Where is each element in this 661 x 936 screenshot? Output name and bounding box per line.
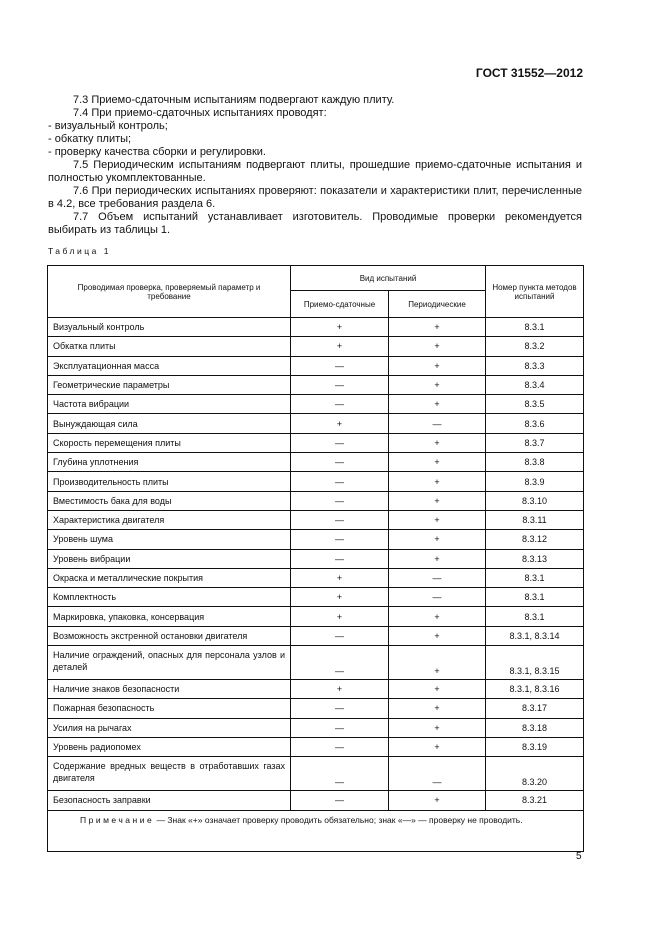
header-check: Проводимая проверка, проверяемый параметр и требование — [48, 266, 291, 318]
cell-check: Эксплуатационная масса — [48, 356, 291, 375]
cell-method: 8.3.19 — [486, 737, 584, 756]
table-row — [48, 472, 584, 491]
cell-periodic: + — [389, 395, 486, 414]
cell-acceptance: — — [291, 510, 389, 529]
table-row — [48, 356, 584, 375]
cell-acceptance: — — [291, 699, 389, 718]
cell-acceptance: + — [291, 337, 389, 356]
cell-method: 8.3.1, 8.3.16 — [486, 680, 584, 699]
cell-periodic: + — [389, 646, 486, 680]
cell-acceptance: — — [291, 472, 389, 491]
cell-acceptance: — — [291, 549, 389, 568]
cell-acceptance: + — [291, 680, 389, 699]
cell-method: 8.3.9 — [486, 472, 584, 491]
cell-method: 8.3.12 — [486, 530, 584, 549]
paragraph: 7.5 Периодическим испытаниям подвергают плиты, прошедшие приемо-сдаточные испытания и полностью укомплектованные. — [48, 159, 582, 184]
cell-acceptance: — — [291, 453, 389, 472]
cell-method: 8.3.18 — [486, 718, 584, 737]
cell-check: Возможность экстренной остановки двигателя — [48, 626, 291, 645]
page-number: 5 — [576, 851, 582, 862]
document-id: ГОСТ 31552—2012 — [475, 66, 583, 80]
paragraph: - проверку качества сборки и регулировки. — [48, 146, 266, 158]
cell-method: 8.3.4 — [486, 375, 584, 394]
cell-method: 8.3.11 — [486, 510, 584, 529]
table-row — [48, 646, 584, 680]
cell-method: 8.3.1 — [486, 588, 584, 607]
cell-check: Комплектность — [48, 588, 291, 607]
cell-periodic: + — [389, 530, 486, 549]
table-row — [48, 395, 584, 414]
cell-periodic: + — [389, 607, 486, 626]
cell-method: 8.3.1 — [486, 568, 584, 587]
table-caption: Таблица 1 — [48, 246, 111, 256]
note-label: Примечание — [80, 814, 155, 825]
table-row — [48, 375, 584, 394]
cell-acceptance: — — [291, 491, 389, 510]
cell-periodic: + — [389, 737, 486, 756]
cell-acceptance: + — [291, 607, 389, 626]
cell-acceptance: + — [291, 568, 389, 587]
cell-acceptance: — — [291, 626, 389, 645]
table-note — [48, 810, 584, 851]
cell-check: Вместимость бака для воды — [48, 491, 291, 510]
cell-periodic: — — [389, 757, 486, 791]
cell-periodic: + — [389, 337, 486, 356]
tests-table — [47, 265, 584, 852]
cell-method: 8.3.13 — [486, 549, 584, 568]
cell-check: Маркировка, упаковка, консервация — [48, 607, 291, 626]
cell-periodic: — — [389, 568, 486, 587]
cell-acceptance: — — [291, 737, 389, 756]
cell-method: 8.3.17 — [486, 699, 584, 718]
paragraph: 7.7 Объем испытаний устанавливает изготовитель. Проводимые проверки рекомендуется выбирать из таблицы 1. — [48, 211, 582, 236]
paragraph: 7.4 При приемо-сдаточных испытаниях проводят: — [73, 107, 327, 119]
cell-acceptance: + — [291, 318, 389, 337]
cell-acceptance: — — [291, 375, 389, 394]
header-acceptance: Приемо-сдаточные — [291, 291, 389, 318]
paragraph: - обкатку плиты; — [48, 133, 132, 145]
cell-check: Уровень шума — [48, 530, 291, 549]
table-row — [48, 718, 584, 737]
cell-check: Наличие знаков безопасности — [48, 680, 291, 699]
cell-acceptance: — — [291, 791, 389, 810]
cell-acceptance: — — [291, 356, 389, 375]
table-row — [48, 791, 584, 810]
table-row — [48, 491, 584, 510]
cell-acceptance: — — [291, 530, 389, 549]
table-row — [48, 453, 584, 472]
cell-periodic: + — [389, 791, 486, 810]
cell-check: Частота вибрации — [48, 395, 291, 414]
cell-periodic: + — [389, 718, 486, 737]
cell-check: Производительность плиты — [48, 472, 291, 491]
cell-method: 8.3.1 — [486, 607, 584, 626]
table-row — [48, 588, 584, 607]
table-row — [48, 433, 584, 452]
table-row — [48, 549, 584, 568]
table-row — [48, 699, 584, 718]
cell-check: Окраска и металлические покрытия — [48, 568, 291, 587]
cell-periodic: + — [389, 318, 486, 337]
cell-periodic: — — [389, 414, 486, 433]
cell-acceptance: — — [291, 718, 389, 737]
cell-check: Вынуждающая сила — [48, 414, 291, 433]
cell-check: Пожарная безопасность — [48, 699, 291, 718]
cell-method: 8.3.2 — [486, 337, 584, 356]
table-row — [48, 530, 584, 549]
cell-method: 8.3.3 — [486, 356, 584, 375]
table-row — [48, 318, 584, 337]
header-periodic: Периодические — [389, 291, 486, 318]
table-row — [48, 737, 584, 756]
cell-check: Наличие ограждений, опасных для персонала узлов и деталей — [48, 646, 291, 680]
cell-method: 8.3.20 — [486, 757, 584, 791]
cell-method: 8.3.1, 8.3.14 — [486, 626, 584, 645]
cell-check: Обкатка плиты — [48, 337, 291, 356]
cell-method: 8.3.1 — [486, 318, 584, 337]
cell-check: Глубина уплотнения — [48, 453, 291, 472]
cell-check: Уровень вибрации — [48, 549, 291, 568]
table-row — [48, 568, 584, 587]
header-test-type: Вид испытаний — [291, 266, 486, 291]
cell-method: 8.3.1, 8.3.15 — [486, 646, 584, 680]
cell-periodic: + — [389, 626, 486, 645]
table-row — [48, 607, 584, 626]
header-method: Номер пункта методов испытаний — [486, 266, 584, 318]
cell-check: Скорость перемещения плиты — [48, 433, 291, 452]
cell-check: Безопасность заправки — [48, 791, 291, 810]
table-row — [48, 680, 584, 699]
note-text: — Знак «+» означает проверку проводить обязательно; знак «—» — проверку не проводить. — [154, 814, 523, 825]
table-row — [48, 757, 584, 791]
paragraph: 7.6 При периодических испытаниях проверяют: показатели и характеристики плит, перечисленные в 4.2, все требования раздела 6. — [48, 185, 582, 210]
cell-acceptance: — — [291, 757, 389, 791]
table-row — [48, 337, 584, 356]
cell-acceptance: — — [291, 395, 389, 414]
cell-acceptance: — — [291, 433, 389, 452]
table-row — [48, 626, 584, 645]
paragraph: - визуальный контроль; — [48, 120, 168, 132]
cell-periodic: + — [389, 356, 486, 375]
cell-periodic: + — [389, 699, 486, 718]
cell-check: Усилия на рычагах — [48, 718, 291, 737]
cell-acceptance: — — [291, 646, 389, 680]
cell-acceptance: + — [291, 588, 389, 607]
cell-periodic: + — [389, 680, 486, 699]
cell-periodic: + — [389, 510, 486, 529]
cell-check: Характеристика двигателя — [48, 510, 291, 529]
cell-method: 8.3.7 — [486, 433, 584, 452]
body-text — [48, 94, 582, 237]
cell-periodic: + — [389, 453, 486, 472]
cell-method: 8.3.6 — [486, 414, 584, 433]
cell-acceptance: + — [291, 414, 389, 433]
cell-method: 8.3.5 — [486, 395, 584, 414]
table-row — [48, 510, 584, 529]
cell-periodic: + — [389, 549, 486, 568]
cell-periodic: — — [389, 588, 486, 607]
cell-method: 8.3.8 — [486, 453, 584, 472]
cell-check: Визуальный контроль — [48, 318, 291, 337]
cell-periodic: + — [389, 375, 486, 394]
table-row — [48, 414, 584, 433]
paragraph: 7.3 Приемо-сдаточным испытаниям подвергают каждую плиту. — [73, 94, 395, 106]
cell-periodic: + — [389, 472, 486, 491]
cell-periodic: + — [389, 433, 486, 452]
cell-method: 8.3.21 — [486, 791, 584, 810]
cell-check: Уровень радиопомех — [48, 737, 291, 756]
cell-periodic: + — [389, 491, 486, 510]
cell-method: 8.3.10 — [486, 491, 584, 510]
cell-check: Содержание вредных веществ в отработавших газах двигателя — [48, 757, 291, 791]
cell-check: Геометрические параметры — [48, 375, 291, 394]
